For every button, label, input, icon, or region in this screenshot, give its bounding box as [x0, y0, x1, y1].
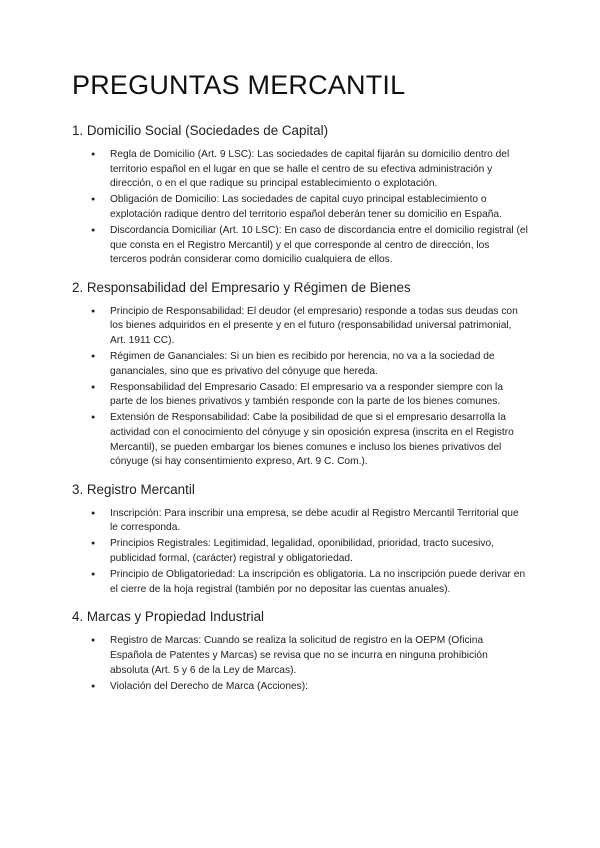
- bullet-list: [72, 634, 528, 694]
- section-heading: 2. Responsabilidad del Empresario y Régimen de Bienes: [72, 279, 411, 295]
- section-registro-mercantil: [72, 482, 528, 598]
- list-item: ● Discordancia Domiciliar (Art. 10 LSC): En caso de discordancia entre el domicilio registral (el que consta en el Registro Mercantil) y el que corresponde al centro de dirección, los terceros podrán considerar como domicilio cualquiera de ellos.: [110, 224, 528, 268]
- list-item: ● Inscripción: Para inscribir una empresa, se debe acudir al Registro Mercantil Territorial que le corresponda.: [110, 507, 528, 536]
- section-domicilio-social: [72, 123, 528, 268]
- list-item: ● Regla de Domicilio (Art. 9 LSC): Las sociedades de capital fijarán su domicilio dentro del territorio español en el lugar en que se halle el centro de su efectiva administración y dirección, o en el que radique su principal establecimiento o explotación.: [110, 148, 528, 192]
- page-title: PREGUNTAS MERCANTIL: [72, 70, 406, 100]
- list-item: ● Principio de Responsabilidad: El deudor (el empresario) responde a todas sus deudas con los bienes adquiridos en el presente y en el futuro (responsabilidad universal patrimonial, Art. 1911 CC).: [110, 305, 528, 349]
- list-item: ● Registro de Marcas: Cuando se realiza la solicitud de registro en la OEPM (Oficina Española de Patentes y Marcas) se revisa que no se incurra en ninguna prohibición absoluta (Art. 5 y 6 de la Ley de Marcas).: [110, 634, 528, 678]
- list-item: ● Responsabilidad del Empresario Casado: El empresario va a responder siempre con la parte de los bienes privativos y también responde con la parte de los bienes comunes.: [110, 381, 528, 410]
- list-item: ● Extensión de Responsabilidad: Cabe la posibilidad de que si el empresario desarrolla la actividad con el conocimiento del cónyuge y sin oposición expresa (inscrita en el Registro Mercantil), se pueden embargar los bienes comunes e incluso los bienes privativos del cónyuge (si hay consentimiento expreso, Art. 9 C. Com.).: [110, 411, 528, 469]
- section-responsabilidad: [72, 280, 528, 470]
- section-heading: 4. Marcas y Propiedad Industrial: [72, 609, 265, 625]
- section-heading: 3. Registro Mercantil: [72, 481, 195, 497]
- bullet-list: [72, 305, 528, 470]
- section-heading: 1. Domicilio Social (Sociedades de Capital): [72, 123, 329, 138]
- list-item: ● Violación del Derecho de Marca (Acciones):: [110, 680, 528, 695]
- list-item: ● Obligación de Domicilio: Las sociedades de capital cuyo principal establecimiento o explotación radique dentro del territorio español deberán tener su domicilio en España.: [110, 193, 528, 222]
- list-item: ● Principio de Obligatoriedad: La inscripción es obligatoria. La no inscripción puede derivar en el cierre de la hoja registral (también por no depositar las cuentas anuales).: [110, 568, 528, 597]
- bullet-list: [72, 148, 528, 268]
- section-marcas: [72, 609, 528, 694]
- list-item: ● Régimen de Gananciales: Si un bien es recibido por herencia, no va a la sociedad de gananciales, sino que es privativo del cónyuge que hereda.: [110, 350, 528, 379]
- bullet-list: [72, 507, 528, 598]
- list-item: ● Principios Registrales: Legitimidad, legalidad, oponibilidad, prioridad, tracto sucesivo, publicidad formal, (carácter) registral y obligatoriedad.: [110, 537, 528, 566]
